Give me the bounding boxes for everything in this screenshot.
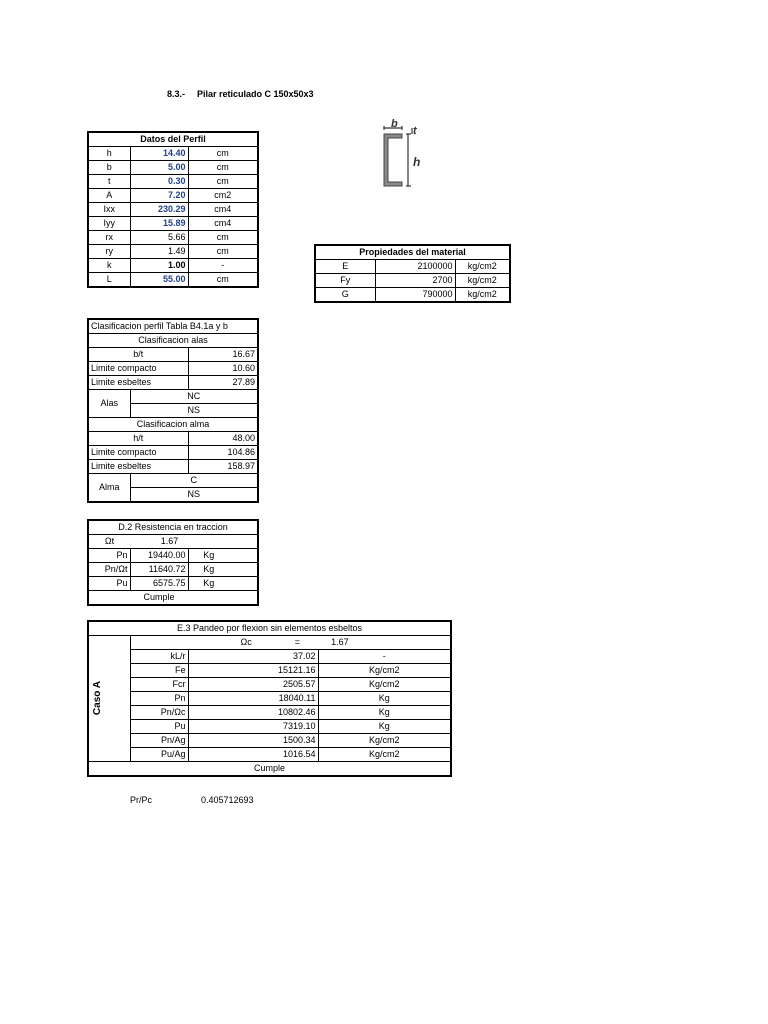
table-row: Pn/Ωt 11640.72 Kg [88,563,258,577]
c-profile-figure [378,118,428,192]
ratio-value: 0.405712693 [201,795,254,805]
table-row: t 0.30 cm [88,175,258,189]
material-header: Propiedades del material [315,245,510,260]
traccion-table [87,519,259,606]
table-row: Alma C [88,474,258,488]
table-row: Limite esbeltes 27.89 [88,376,258,390]
table-row: E 2100000 kg/cm2 [315,260,510,274]
table-row: h 14.40 cm [88,147,258,161]
clasificacion-table [87,318,259,503]
table-row: Iyy 15.89 cm4 [88,217,258,231]
ratio-label: Pr/Pc [130,795,153,805]
table-row: h/t 48.00 [88,432,258,446]
table-row: A 7.20 cm2 [88,189,258,203]
pandeo-result: Cumple [88,762,451,777]
table-row: Pn 18040.11 Kg [88,692,451,706]
table-row: Fe 15121.16 Kg/cm2 [88,664,451,678]
table-row: Pu 6575.75 Kg [88,577,258,591]
pandeo-header: E.3 Pandeo por flexion sin elementos esbeltos [88,621,451,636]
traccion-header: D.2 Resistencia en traccion [88,520,258,535]
table-row: Limite compacto 104.86 [88,446,258,460]
perfil-header: Datos del Perfil [88,132,258,147]
table-row: Ixx 230.29 cm4 [88,203,258,217]
table-row: Pn/Ωc 10802.46 Kg [88,706,451,720]
b-label: b [391,118,398,130]
table-row: Limite esbeltes 158.97 [88,460,258,474]
pandeo-table [87,620,452,777]
section-number: 8.3.- [167,89,186,99]
table-row: G 790000 kg/cm2 [315,288,510,303]
t-label: t [413,125,417,137]
table-row: Pn/Ag 1500.34 Kg/cm2 [88,734,451,748]
traccion-result: Cumple [88,591,258,606]
table-row: Alas NC [88,390,258,404]
alma-header: Clasificacion alma [88,418,258,432]
table-row: NS [88,404,258,418]
table-row: L 55.00 cm [88,273,258,288]
caso-a-label: Caso A [88,636,130,762]
table-row: b/t 16.67 [88,348,258,362]
table-row: Pn 19440.00 Kg [88,549,258,563]
table-row: Limite compacto 10.60 [88,362,258,376]
table-row: Ωt 1.67 [104,536,179,546]
table-row: Fcr 2505.57 Kg/cm2 [88,678,451,692]
section-title: Pilar reticulado C 150x50x3 [197,89,314,99]
table-row: b 5.00 cm [88,161,258,175]
clasificacion-header: Clasificacion perfil Tabla B4.1a y b [88,319,258,334]
material-table [314,244,511,303]
table-row: rx 5.66 cm [88,231,258,245]
omega-c-row: Ωc = 1.67 [130,636,451,650]
perfil-table [87,131,259,288]
alas-header: Clasificacion alas [88,334,258,348]
table-row: Pu 7319.10 Kg [88,720,451,734]
table-row: kL/r 37.02 - [88,650,451,664]
table-row: Fy 2700 kg/cm2 [315,274,510,288]
table-row: ry 1.49 cm [88,245,258,259]
table-row [88,636,451,650]
alma-label: Alma [88,474,130,503]
table-row: NS [88,488,258,503]
table-row: k 1.00 - [88,259,258,273]
table-row: Pu/Ag 1016.54 Kg/cm2 [88,748,451,762]
h-label: h [413,155,421,169]
alas-label: Alas [88,390,130,418]
